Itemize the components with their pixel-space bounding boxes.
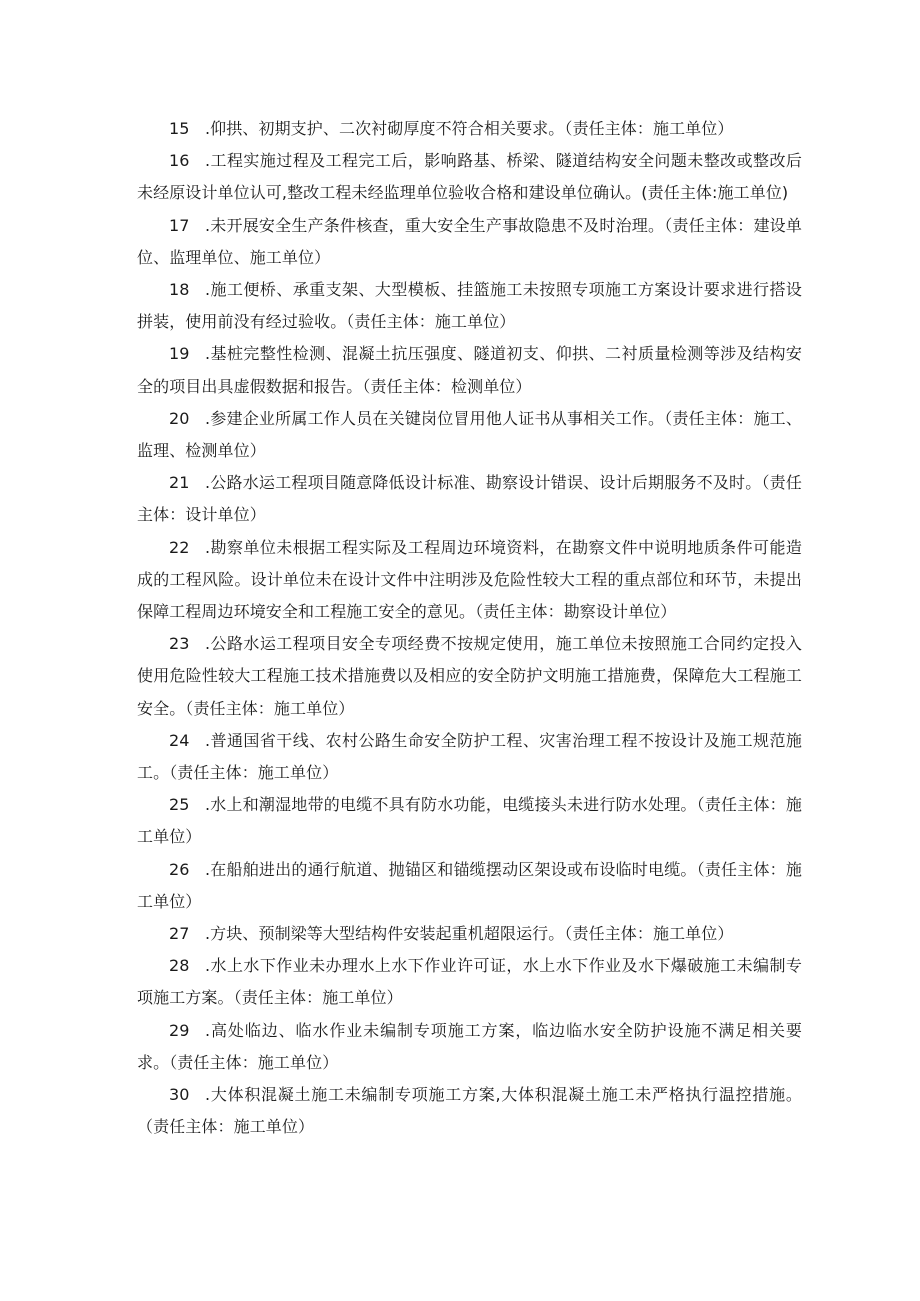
- item-number: 19: [169, 344, 190, 364]
- list-item: [137, 1015, 802, 1079]
- list-item: [137, 532, 802, 629]
- item-number: 22: [169, 537, 190, 557]
- list-item: [137, 1079, 802, 1143]
- item-number: 20: [169, 408, 190, 428]
- item-number: 27: [169, 924, 190, 944]
- item-text: .普通国省干线、农村公路生命安全防护工程、灾害治理工程不按设计及施工规范施工。（责任主体：施工单位）: [137, 730, 802, 783]
- item-text: .勘察单位未根据工程实际及工程周边环境资料，在勘察文件中说明地质条件可能造成的工程风险。设计单位未在设计文件中注明涉及危险性较大工程的重点部位和环节，未提出保障工程周边环境安全和工程施工安全的意见。（责任主体：勘察设计单位）: [137, 537, 802, 622]
- item-number: 16: [169, 151, 190, 171]
- item-number: 28: [169, 956, 190, 976]
- item-number: 26: [169, 859, 190, 879]
- list-item: [137, 854, 802, 918]
- list-item: [137, 789, 802, 853]
- item-text: .工程实施过程及工程完工后，影响路基、桥梁、隧道结构安全问题未整改或整改后未经原设计单位认可,整改工程未经监理单位验收合格和建设单位确认。(责任主体:施工单位): [137, 151, 802, 203]
- list-item: [137, 338, 802, 402]
- item-text: .公路水运工程项目安全专项经费不按规定使用，施工单位未按照施工合同约定投入使用危险性较大工程施工技术措施费以及相应的安全防护文明施工措施费，保障危大工程施工安全。（责任主体：施工单位）: [137, 634, 802, 718]
- item-number: 29: [169, 1020, 190, 1040]
- list-item: [137, 113, 802, 145]
- item-text: .基桩完整性检测、混凝土抗压强度、隧道初支、仰拱、二衬质量检测等涉及结构安全的项目出具虚假数据和报告。（责任主体：检测单位）: [137, 344, 802, 396]
- item-text: .水上水下作业未办理水上水下作业许可证，水上水下作业及水下爆破施工未编制专项施工方案。（责任主体：施工单位）: [137, 956, 802, 1008]
- item-number: 15: [169, 119, 190, 138]
- document-body: [137, 113, 802, 1144]
- item-text: .在船舶进出的通行航道、抛锚区和锚缆摆动区架设或布设临时电缆。（责任主体：施工单位）: [137, 859, 802, 911]
- list-item: [137, 725, 802, 789]
- item-text: .仰拱、初期支护、二次衬砌厚度不符合相关要求。（责任主体：施工单位）: [205, 119, 734, 138]
- item-number: 18: [169, 280, 190, 300]
- item-number: 25: [169, 795, 190, 815]
- list-item: [137, 274, 802, 338]
- item-number: 30: [169, 1085, 190, 1105]
- list-item: [137, 950, 802, 1014]
- item-text: .公路水运工程项目随意降低设计标准、勘察设计错误、设计后期服务不及时。（责任主体：设计单位）: [137, 473, 802, 525]
- item-text: .未开展安全生产条件核查，重大安全生产事故隐患不及时治理。（责任主体：建设单位、监理单位、施工单位）: [137, 215, 802, 267]
- list-item: [137, 210, 802, 274]
- item-text: .大体积混凝土施工未编制专项施工方案,大体积混凝土施工未严格执行温控措施。（责任主体：施工单位）: [137, 1085, 802, 1137]
- list-item: [137, 145, 802, 209]
- list-item: [137, 918, 802, 950]
- item-text: .方块、预制梁等大型结构件安装起重机超限运行。（责任主体：施工单位）: [205, 924, 734, 944]
- item-number: 21: [169, 473, 190, 493]
- item-text: .施工便桥、承重支架、大型模板、挂篮施工未按照专项施工方案设计要求进行搭设拼装，使用前没有经过验收。（责任主体：施工单位）: [137, 280, 802, 332]
- item-number: 23: [169, 634, 190, 654]
- list-item: [137, 403, 802, 467]
- list-item: [137, 467, 802, 531]
- item-text: .参建企业所属工作人员在关键岗位冒用他人证书从事相关工作。（责任主体：施工、监理、检测单位）: [137, 408, 802, 461]
- item-number: 24: [169, 730, 190, 750]
- item-number: 17: [169, 215, 190, 235]
- list-item: [137, 628, 802, 725]
- item-text: .高处临边、临水作业未编制专项施工方案，临边临水安全防护设施不满足相关要求。（责任主体：施工单位）: [137, 1020, 802, 1072]
- item-text: .水上和潮湿地带的电缆不具有防水功能，电缆接头未进行防水处理。（责任主体：施工单位）: [137, 795, 802, 847]
